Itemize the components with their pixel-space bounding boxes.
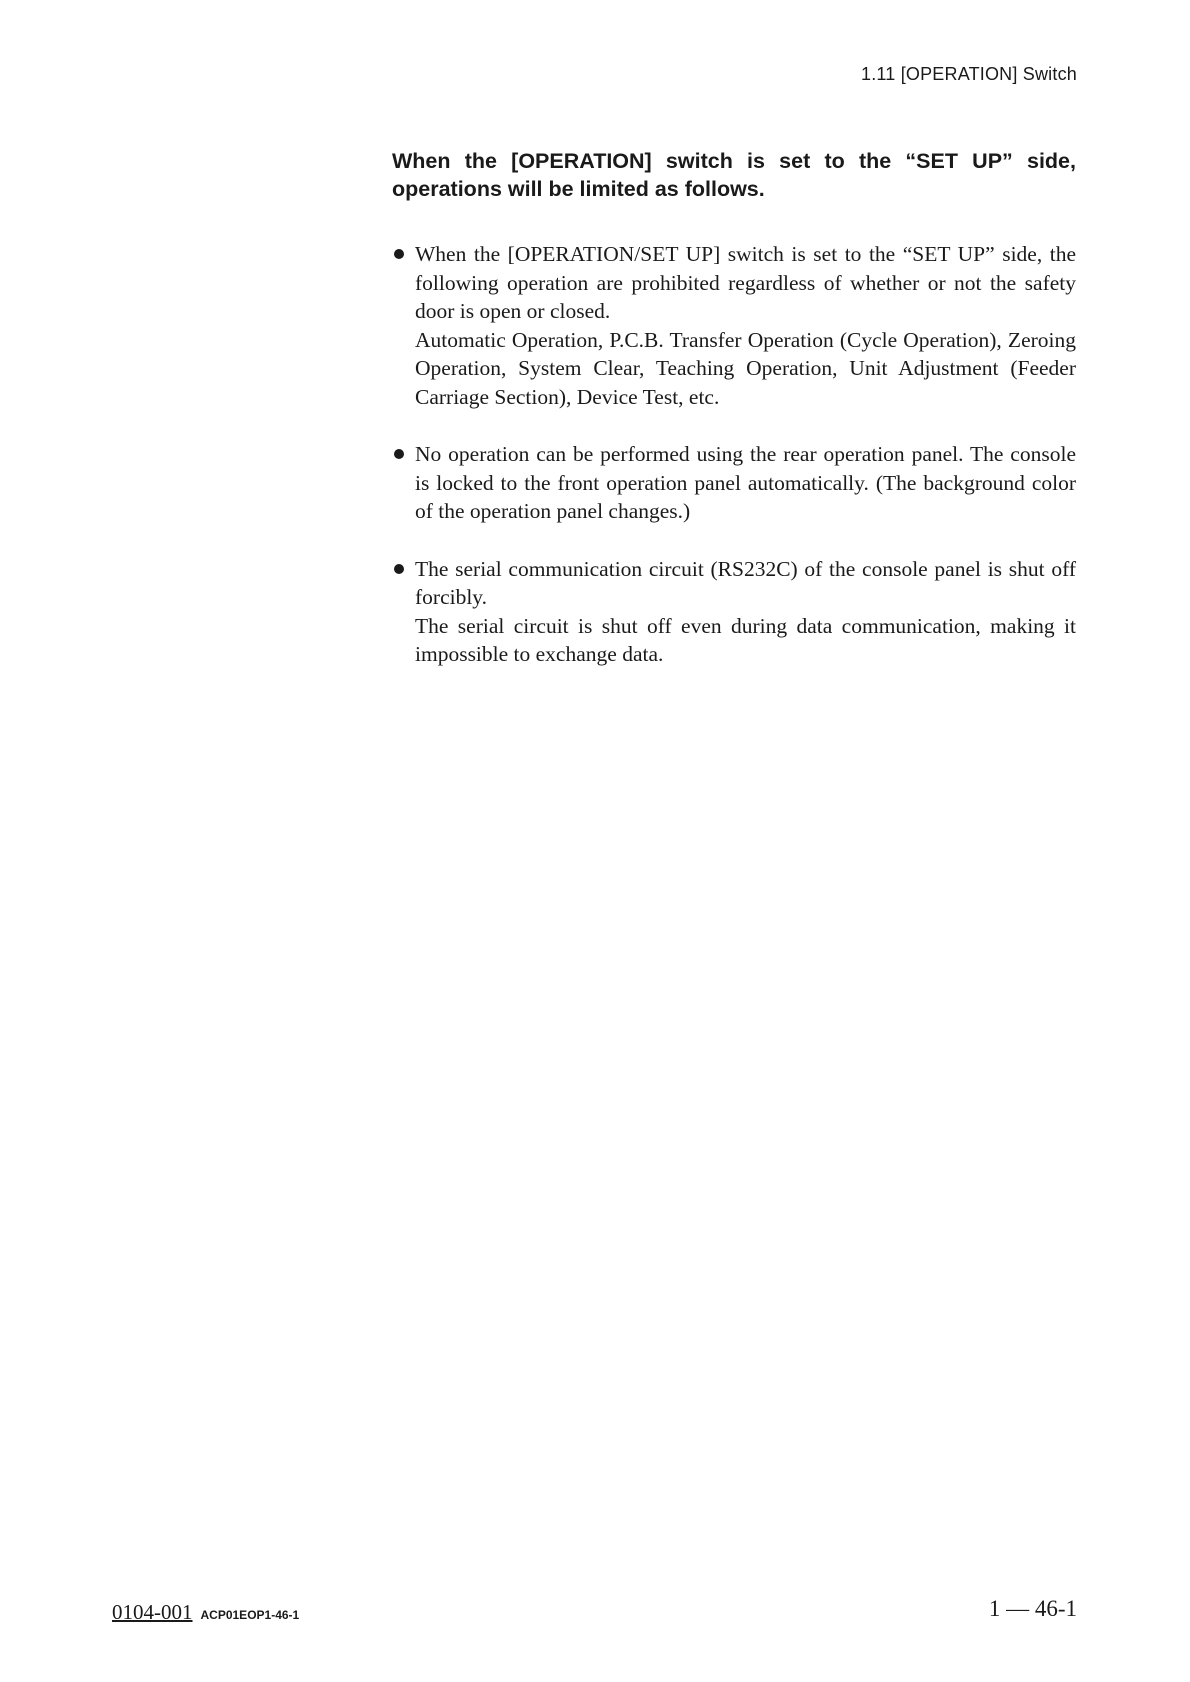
bullet-paragraph: Automatic Operation, P.C.B. Transfer Operation (Cycle Operation), Zeroing Operation, System Clear, Teaching Operation, Unit Adjustment (Feeder Carriage Section), Device Test, etc. [415, 327, 1076, 409]
footer-revision: 0104-001 [112, 1600, 193, 1624]
bullet-paragraph: No operation can be performed using the rear operation panel. The console is locked to the front operation panel automatically. (The background color of the operation panel changes.) [415, 442, 1076, 523]
bullet-paragraph: The serial circuit is shut off even during data communication, making it impossible to exchange data. [415, 613, 1076, 666]
bullet-icon [394, 249, 404, 259]
bullet-icon [394, 564, 404, 574]
footer-document-id [112, 1600, 299, 1625]
running-header: 1.11 [OPERATION] Switch [861, 64, 1077, 84]
bullet-item-serial-shutoff [392, 555, 1076, 669]
section-heading: When the [OPERATION] switch is set to the “SET UP” side, operations will be limited as follows. [392, 149, 1076, 201]
bullet-icon [394, 449, 404, 459]
bullet-list [392, 240, 1076, 669]
bullet-paragraph: When the [OPERATION/SET UP] switch is set to the “SET UP” side, the following operation are prohibited regardless of whether or not the safety door is open or closed. [415, 242, 1076, 323]
bullet-item-prohibited-operations [392, 240, 1076, 411]
bullet-paragraph: The serial communication circuit (RS232C) of the console panel is shut off forcibly. [415, 556, 1076, 609]
page-number: 1 — 46-1 [988, 1596, 1077, 1621]
bullet-item-rear-panel-locked [392, 440, 1076, 526]
footer-doc-code: ACP01EOP1-46-1 [200, 1608, 300, 1622]
main-content [392, 147, 1076, 698]
